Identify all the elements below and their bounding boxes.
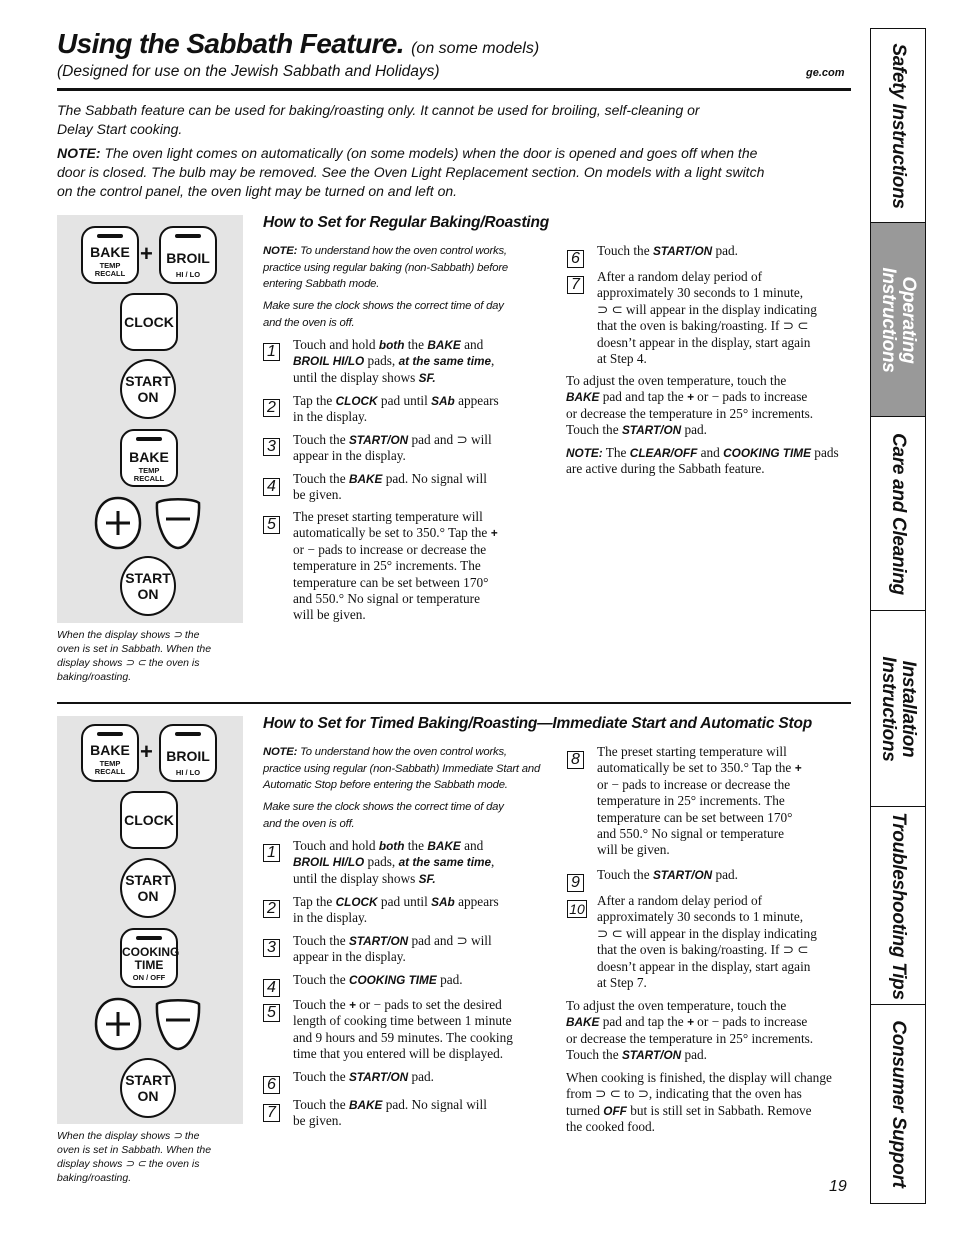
pad-sublabel: TEMP: [99, 261, 121, 270]
note-text: Make sure the clock shows the correct time of day: [263, 300, 504, 312]
tab-label: Troubleshooting Tips: [888, 811, 909, 1000]
note-text: Automatic Stop before entering the Sabbath mode.: [263, 779, 508, 791]
broil-pad[interactable]: [159, 226, 217, 284]
step-number: 4: [263, 478, 280, 496]
pad-sublabel: RECALL: [94, 767, 126, 776]
note-text: door is closed. The bulb may be removed. See the Oven Light Replacement section. On models with a light switch: [57, 164, 765, 180]
pad-label: START: [125, 872, 171, 888]
note-text: To understand how the oven control works,: [297, 245, 507, 257]
clock-pad[interactable]: [120, 293, 178, 351]
step-number: 5: [263, 516, 280, 534]
control-panel-illustration: [57, 716, 243, 1124]
step-number: 8: [567, 751, 584, 769]
section-divider: [57, 702, 851, 704]
step-5-text: The preset starting temperature will automatically be set to 350.° Tap the + or − pads to increase or decrease the temperature in 25° increments. The temperature can be set between 170° and 550.° No signal or temperature will be given.: [293, 509, 498, 623]
intro-line: The Sabbath feature can be used for baking/roasting only. It cannot be used for broiling, self-cleaning or: [57, 102, 700, 118]
step-6-text: Touch the START/ON pad.: [293, 1069, 434, 1084]
note-text: practice using regular baking (non-Sabbath) before: [263, 261, 508, 274]
clock-reminder: [263, 298, 553, 331]
section-note: [263, 744, 553, 794]
pad-label: BAKE: [129, 449, 169, 465]
tab-operating-instructions[interactable]: [871, 223, 925, 417]
step-2-text: Tap the CLOCK pad until SAb appears in the display.: [293, 393, 499, 425]
plus-pad[interactable]: [93, 495, 143, 551]
step-number: 3: [263, 939, 280, 957]
tab-troubleshooting-tips[interactable]: [871, 807, 925, 1005]
step-number: 10: [567, 900, 587, 918]
step-4-text: Touch the BAKE pad. No signal will be given.: [293, 471, 487, 503]
minus-pad[interactable]: [153, 996, 203, 1052]
pad-label: ON: [137, 389, 159, 405]
intro-note: [57, 144, 847, 201]
pad-label: BROIL: [166, 250, 210, 266]
broil-pad[interactable]: [159, 724, 217, 782]
minus-pad[interactable]: [153, 495, 203, 551]
intro-line: Delay Start cooking.: [57, 121, 183, 137]
step-4-text: Touch the COOKING TIME pad.: [293, 972, 463, 987]
step-number: 6: [263, 1076, 280, 1094]
tab-label: Installation Instructions: [878, 655, 919, 762]
step-number: 2: [263, 900, 280, 918]
note-label: NOTE:: [263, 245, 298, 257]
control-panel-illustration: [57, 215, 243, 623]
pad-label: ON: [137, 1088, 159, 1104]
pad-label: START: [125, 570, 171, 586]
pad-sublabel: HI / LO: [175, 768, 201, 777]
pad-label: ON: [137, 888, 159, 904]
step-number: 2: [263, 399, 280, 417]
note-text: and the oven is off.: [263, 316, 355, 329]
bake-pad[interactable]: [120, 429, 178, 487]
step-7-text: Touch the BAKE pad. No signal will be given.: [293, 1097, 487, 1129]
page-title: [57, 28, 539, 60]
pad-label: TIME: [134, 958, 164, 972]
pad-label: START: [125, 1072, 171, 1088]
caption-line: oven is set in Sabbath. When the: [57, 1144, 212, 1156]
pad-label: COOKING: [122, 945, 180, 959]
pad-label: CLOCK: [124, 812, 174, 828]
tab-safety-instructions[interactable]: [871, 29, 925, 223]
caption-line: oven is set in Sabbath. When the: [57, 643, 212, 655]
step-8-text: The preset starting temperature will automatically be set to 350.° Tap the + or − pads to increase or decrease the temperature in 25° increments. The temperature can be set between 170° and 550.° No signal or temperature will be given.: [597, 744, 802, 858]
caption-line: baking/roasting.: [57, 671, 132, 683]
clock-reminder: [263, 799, 553, 832]
start-on-pad[interactable]: [120, 556, 176, 616]
step-9-text: Touch the START/ON pad.: [597, 867, 738, 882]
tab-label: Consumer Support: [888, 1020, 909, 1188]
site-link[interactable]: ge.com: [806, 67, 845, 79]
pad-indicator-bar: [175, 234, 201, 238]
pad-sublabel: TEMP: [138, 466, 160, 475]
tab-consumer-support[interactable]: [871, 1005, 925, 1203]
title-text: Using the Sabbath Feature.: [57, 28, 404, 59]
start-on-pad[interactable]: [120, 858, 176, 918]
tab-installation-instructions[interactable]: [871, 611, 925, 807]
pad-sublabel: TEMP: [99, 759, 121, 768]
pad-indicator-bar: [136, 936, 162, 940]
note-text: The oven light comes on automatically (on some models) when the door is opened and goes off when the: [100, 145, 758, 161]
cooking-time-pad[interactable]: [120, 928, 178, 988]
page-subtitle: (Designed for use on the Jewish Sabbath and Holidays): [57, 63, 440, 80]
note-text: on the control panel, the oven light may be turned on and left on.: [57, 183, 458, 199]
header-rule: [57, 88, 851, 91]
pad-indicator-bar: [175, 732, 201, 736]
tab-label: Safety Instructions: [888, 42, 909, 209]
step-3-text: Touch the START/ON pad and ⊃ will appear in the display.: [293, 432, 492, 464]
step-3-text: Touch the START/ON pad and ⊃ will appear in the display.: [293, 933, 492, 965]
start-on-pad[interactable]: [120, 359, 176, 419]
section-note: [263, 243, 553, 293]
panel-caption: [57, 628, 237, 684]
note-label: NOTE:: [57, 145, 101, 161]
start-on-pad[interactable]: [120, 1058, 176, 1118]
title-suffix: (on some models): [411, 40, 540, 57]
caption-line: display shows ⊃ ⊂ the oven is: [57, 657, 200, 669]
section-heading: How to Set for Timed Baking/Roasting—Immediate Start and Automatic Stop: [263, 715, 813, 732]
step-number: 1: [263, 343, 280, 361]
step-number: 9: [567, 874, 584, 892]
step-number: 7: [263, 1104, 280, 1122]
step-number: 1: [263, 844, 280, 862]
panel-caption: [57, 1129, 237, 1185]
pad-label: BROIL: [166, 748, 210, 764]
note-label: NOTE:: [263, 746, 298, 758]
pad-sublabel: HI / LO: [175, 270, 201, 279]
step-1-text: Touch and hold both the BAKE and BROIL HI/LO pads, at the same time, until the display shows SF.: [293, 337, 495, 385]
pad-label: BAKE: [90, 244, 130, 260]
sabbath-note: NOTE: The CLEAR/OFF and COOKING TIME pads are active during the Sabbath feature.: [566, 445, 839, 477]
section-heading: How to Set for Regular Baking/Roasting: [263, 214, 550, 231]
step-5-text: Touch the + or − pads to set the desired length of cooking time between 1 minute and 9 hours and 59 minutes. The cooking time that you entered will be displayed.: [293, 997, 513, 1062]
pad-sublabel: ON / OFF: [132, 973, 166, 982]
step-6-text: Touch the START/ON pad.: [597, 243, 738, 258]
pad-label: BAKE: [90, 742, 130, 758]
note-text: entering Sabbath mode.: [263, 278, 380, 290]
caption-line: display shows ⊃ ⊂ the oven is: [57, 1158, 200, 1170]
step-number: 7: [567, 276, 584, 294]
pad-sublabel: RECALL: [133, 474, 165, 483]
section-tabs: [870, 28, 926, 1204]
combo-plus: +: [140, 739, 153, 764]
note-text: practice using regular (non-Sabbath) Immediate Start and: [263, 762, 541, 775]
bake-pad[interactable]: [81, 724, 139, 782]
cooking-finished-text: When cooking is finished, the display will change from ⊃ ⊂ to ⊃, indicating that the oven has turned OFF but is still set in Sabbath. Remove the cooked food.: [566, 1070, 832, 1135]
step-number: 3: [263, 438, 280, 456]
caption-line: When the display shows ⊃ the: [57, 1130, 200, 1142]
step-number: 4: [263, 979, 280, 997]
note-text: and the oven is off.: [263, 817, 355, 830]
note-text: Make sure the clock shows the correct time of day: [263, 801, 504, 813]
pad-label: START: [125, 373, 171, 389]
step-1-text: Touch and hold both the BAKE and BROIL HI/LO pads, at the same time, until the display shows SF.: [293, 838, 495, 886]
combo-plus: +: [140, 241, 153, 266]
step-number: 5: [263, 1004, 280, 1022]
caption-line: baking/roasting.: [57, 1172, 132, 1184]
pad-indicator-bar: [136, 437, 162, 441]
page-number: 19: [829, 1178, 847, 1195]
clock-pad[interactable]: [120, 791, 178, 849]
intro-paragraph: [57, 101, 847, 139]
tab-label: Care and Cleaning: [888, 432, 909, 595]
bake-pad[interactable]: [81, 226, 139, 284]
step-number: 6: [567, 250, 584, 268]
pad-indicator-bar: [97, 234, 123, 238]
pad-sublabel: RECALL: [94, 269, 126, 278]
plus-pad[interactable]: [93, 996, 143, 1052]
caption-line: When the display shows ⊃ the: [57, 629, 200, 641]
pad-label: ON: [137, 586, 159, 602]
step-2-text: Tap the CLOCK pad until SAb appears in the display.: [293, 894, 499, 926]
adjust-temperature-text: To adjust the oven temperature, touch the BAKE pad and tap the + or − pads to increase or decrease the temperature in 25° increments. Touch the START/ON pad.: [566, 998, 814, 1063]
tab-label: Operating Instructions: [878, 266, 919, 373]
tab-care-and-cleaning[interactable]: [871, 417, 925, 611]
note-text: To understand how the oven control works,: [297, 746, 507, 758]
step-10-text: After a random delay period of approximately 30 seconds to 1 minute, ⊃ ⊂ will appear in the display indicating that the oven is baking/roasting. If ⊃ ⊂ doesn’t appear in the display, start again at Step 7.: [597, 893, 817, 991]
pad-label: CLOCK: [124, 314, 174, 330]
pad-indicator-bar: [97, 732, 123, 736]
adjust-temperature-text: To adjust the oven temperature, touch the BAKE pad and tap the + or − pads to increase or decrease the temperature in 25° increments. Touch the START/ON pad.: [566, 373, 814, 438]
step-7-text: After a random delay period of approximately 30 seconds to 1 minute, ⊃ ⊂ will appear in the display indicating that the oven is baking/roasting. If ⊃ ⊂ doesn’t appear in the display, start again at Step 4.: [597, 269, 817, 367]
